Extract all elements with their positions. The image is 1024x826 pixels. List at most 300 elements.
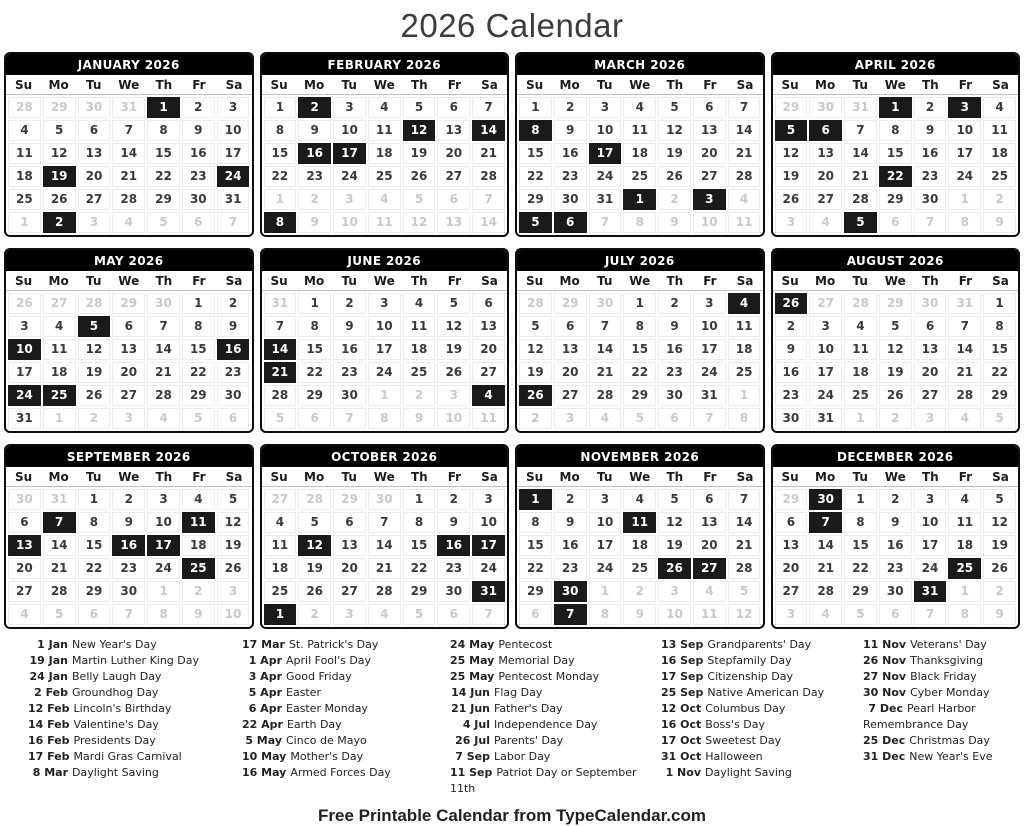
day-cell: 10 [809,339,842,360]
day-cell: 8 [147,120,180,141]
day-grid [6,291,252,431]
day-cell: 1 [844,489,877,510]
day-cell: 24 [589,558,622,579]
day-cell: 13 [8,535,41,556]
day-cell: 4 [623,489,656,510]
weekday-label: Fr [958,274,973,288]
day-cell: 18 [623,535,656,556]
day-cell: 2 [333,293,366,314]
day-cell: 23 [554,558,587,579]
day-cell: 29 [554,293,587,314]
day-cell: 25 [623,558,656,579]
day-cell: 4 [403,293,436,314]
day-cell: 17 [948,143,981,164]
day-cell: 30 [368,489,401,510]
holiday-name: Boss's Day [705,718,765,731]
day-cell: 1 [78,489,111,510]
holiday-name: Armed Forces Day [290,766,391,779]
day-cell: 27 [43,293,76,314]
holiday-item [863,749,1018,765]
weekday-label: Sa [481,274,498,288]
day-cell: 31 [809,408,842,429]
day-cell: 20 [914,362,947,383]
holiday-name: New Year's Day [72,638,157,651]
month-title: MARCH 2026 [517,54,763,75]
holiday-item [242,653,450,669]
day-cell: 22 [983,362,1016,383]
day-cell: 16 [112,535,145,556]
day-cell: 6 [554,316,587,337]
day-cell: 30 [8,489,41,510]
day-cell: 28 [43,581,76,602]
weekday-label: Mo [815,78,836,92]
holiday-date: 14 Feb [28,718,70,731]
holiday-date: 6 Apr [248,702,282,715]
weekday-label: Mo [48,78,69,92]
day-cell: 27 [693,166,726,187]
holiday-date: 16 Feb [28,734,70,747]
holiday-name: Good Friday [286,670,352,683]
day-cell: 16 [554,143,587,164]
day-cell: 13 [333,535,366,556]
weekday-label: We [884,470,906,484]
day-cell: 1 [519,97,552,118]
day-cell: 5 [403,189,436,210]
month-september-2026 [4,444,254,629]
day-cell: 26 [658,558,691,579]
weekday-label: We [884,78,906,92]
weekday-label: Sa [225,470,243,484]
day-cell: 7 [472,604,505,625]
day-cell: 4 [368,604,401,625]
day-cell: 9 [333,316,366,337]
day-cell: 21 [728,143,761,164]
day-cell: 26 [437,362,470,383]
day-cell: 26 [983,558,1016,579]
holiday-item [242,733,450,749]
month-title: AUGUST 2026 [773,250,1019,271]
day-cell: 6 [182,212,215,233]
day-cell: 6 [693,489,726,510]
day-cell: 10 [658,604,691,625]
holiday-name: Earth Day [286,718,342,731]
holiday-date: 25 Sep [661,686,704,699]
day-cell: 6 [217,408,250,429]
day-cell: 9 [298,120,331,141]
day-cell: 26 [775,293,808,314]
day-cell: 26 [298,581,331,602]
day-cell: 27 [472,362,505,383]
holiday-item [450,765,661,797]
weekday-row [6,75,252,95]
day-cell: 28 [844,189,877,210]
day-cell: 2 [43,212,76,233]
day-cell: 17 [217,143,250,164]
day-cell: 24 [809,385,842,406]
holiday-item [242,685,450,701]
day-cell: 3 [914,408,947,429]
day-cell: 10 [589,120,622,141]
day-cell: 29 [333,489,366,510]
day-cell: 7 [43,512,76,533]
day-cell: 21 [147,362,180,383]
day-grid [773,95,1019,235]
day-cell: 10 [693,316,726,337]
day-cell: 20 [693,535,726,556]
day-cell: 29 [775,97,808,118]
weekday-label: We [373,470,395,484]
day-cell: 12 [519,339,552,360]
holiday-name: Belly Laugh Day [72,670,162,683]
day-cell: 28 [298,489,331,510]
day-cell: 13 [472,316,505,337]
day-cell: 3 [775,212,808,233]
day-cell: 14 [844,143,877,164]
day-cell: 22 [623,362,656,383]
day-cell: 9 [554,120,587,141]
day-cell: 23 [879,558,912,579]
day-cell: 16 [298,143,331,164]
holiday-item [863,733,1018,749]
weekday-label: Mo [815,274,836,288]
weekday-label: Mo [815,470,836,484]
day-cell: 29 [112,293,145,314]
day-cell: 3 [554,408,587,429]
day-cell: 30 [437,581,470,602]
day-cell: 9 [775,339,808,360]
day-cell: 7 [589,316,622,337]
holiday-date: 7 Sep [455,750,490,763]
day-cell: 30 [879,581,912,602]
day-cell: 5 [844,212,877,233]
day-cell: 6 [554,212,587,233]
day-cell: 4 [948,408,981,429]
day-cell: 31 [914,581,947,602]
day-cell: 11 [623,512,656,533]
weekday-label: Fr [958,470,973,484]
day-cell: 6 [914,316,947,337]
day-cell: 4 [983,97,1016,118]
day-cell: 21 [844,166,877,187]
day-cell: 23 [182,166,215,187]
day-cell: 15 [147,143,180,164]
day-cell: 30 [182,189,215,210]
day-cell: 19 [983,535,1016,556]
day-cell: 14 [147,339,180,360]
weekday-label: Fr [703,78,717,92]
holiday-item [28,685,242,701]
weekday-row [517,75,763,95]
day-cell: 5 [43,120,76,141]
day-cell: 1 [948,189,981,210]
weekday-label: Mo [559,274,580,288]
day-cell: 4 [589,408,622,429]
day-cell: 26 [43,189,76,210]
day-cell: 9 [217,316,250,337]
day-cell: 21 [948,362,981,383]
day-cell: 21 [43,558,76,579]
holiday-item [661,765,863,781]
weekday-label: Su [525,470,544,484]
day-cell: 5 [658,97,691,118]
day-cell: 12 [658,120,691,141]
day-cell: 14 [728,512,761,533]
day-cell: 2 [983,581,1016,602]
day-cell: 7 [368,512,401,533]
day-cell: 23 [914,166,947,187]
day-cell: 25 [8,189,41,210]
day-cell: 27 [809,293,842,314]
day-cell: 31 [693,385,726,406]
day-cell: 28 [264,385,297,406]
holiday-name: Father's Day [494,702,563,715]
day-cell: 16 [182,143,215,164]
day-cell: 25 [403,362,436,383]
holiday-name: Easter Monday [286,702,368,715]
weekday-label: Tu [852,274,868,288]
day-cell: 3 [693,293,726,314]
day-cell: 25 [623,166,656,187]
day-cell: 19 [658,535,691,556]
day-cell: 25 [983,166,1016,187]
day-cell: 3 [147,489,180,510]
day-cell: 28 [472,166,505,187]
day-cell: 16 [554,535,587,556]
day-cell: 8 [948,604,981,625]
day-cell: 20 [78,166,111,187]
day-cell: 29 [879,189,912,210]
day-cell: 2 [554,489,587,510]
weekday-label: Mo [559,470,580,484]
day-cell: 6 [775,512,808,533]
holiday-item [28,733,242,749]
holiday-name: Columbus Day [705,702,786,715]
day-cell: 20 [693,143,726,164]
day-cell: 29 [43,97,76,118]
holiday-item [661,669,863,685]
day-cell: 22 [519,166,552,187]
holiday-date: 8 Mar [32,766,68,779]
day-cell: 1 [43,408,76,429]
day-cell: 27 [554,385,587,406]
day-cell: 28 [112,189,145,210]
holiday-item [242,701,450,717]
months-grid [0,52,1024,629]
day-cell: 6 [472,293,505,314]
weekday-label: Fr [192,274,206,288]
holiday-name: Lincoln's Birthday [73,702,172,715]
day-cell: 15 [879,143,912,164]
day-cell: 6 [879,604,912,625]
holiday-name: St. Patrick's Day [288,638,379,651]
day-cell: 15 [78,535,111,556]
day-cell: 17 [368,339,401,360]
month-april-2026 [771,52,1021,237]
day-cell: 11 [844,339,877,360]
holiday-item [28,701,242,717]
day-cell: 7 [112,604,145,625]
day-grid [773,291,1019,431]
day-cell: 13 [554,339,587,360]
day-cell: 11 [983,120,1016,141]
day-cell: 29 [775,489,808,510]
day-cell: 8 [623,316,656,337]
day-cell: 19 [217,535,250,556]
day-cell: 20 [554,362,587,383]
day-grid [773,487,1019,627]
weekday-label: Th [921,470,939,484]
day-cell: 6 [519,604,552,625]
month-july-2026 [515,248,765,433]
day-cell: 30 [914,293,947,314]
day-cell: 16 [333,339,366,360]
day-cell: 8 [983,316,1016,337]
day-cell: 1 [8,212,41,233]
holiday-name: Mother's Day [290,750,364,763]
holiday-date: 1 Jan [37,638,68,651]
holiday-date: 27 Nov [863,670,907,683]
holiday-item [450,653,661,669]
holiday-name: Easter [286,686,322,699]
day-cell: 22 [264,166,297,187]
holiday-date: 25 May [450,670,495,683]
day-cell: 18 [182,535,215,556]
day-cell: 19 [43,166,76,187]
day-cell: 18 [728,339,761,360]
holiday-date: 12 Oct [661,702,702,715]
day-cell: 15 [519,535,552,556]
day-cell: 27 [437,166,470,187]
weekday-label: Tu [341,470,357,484]
day-cell: 25 [264,581,297,602]
day-cell: 13 [437,120,470,141]
day-cell: 24 [693,362,726,383]
day-cell: 5 [728,581,761,602]
month-june-2026 [260,248,510,433]
day-cell: 30 [78,97,111,118]
holiday-name: Cyber Monday [910,686,990,699]
day-cell: 27 [112,385,145,406]
day-cell: 2 [298,97,331,118]
holiday-item [661,653,863,669]
day-cell: 1 [147,581,180,602]
day-cell: 5 [147,212,180,233]
day-cell: 1 [182,293,215,314]
day-cell: 24 [8,385,41,406]
day-cell: 12 [217,512,250,533]
day-cell: 7 [693,408,726,429]
day-cell: 30 [333,385,366,406]
holiday-name: Pearl Harbor Remembrance Day [863,702,976,731]
day-cell: 8 [948,212,981,233]
day-cell: 6 [78,120,111,141]
day-cell: 4 [809,212,842,233]
day-cell: 11 [403,316,436,337]
weekday-label: Tu [596,274,613,288]
day-cell: 20 [8,558,41,579]
day-cell: 24 [368,362,401,383]
holiday-column [28,637,242,797]
holiday-name: Thanksgiving [910,654,984,667]
day-cell: 29 [519,189,552,210]
day-cell: 11 [472,408,505,429]
weekday-row [517,271,763,291]
day-cell: 5 [983,489,1016,510]
day-cell: 30 [658,385,691,406]
holiday-item [450,733,661,749]
day-cell: 23 [298,166,331,187]
day-cell: 19 [403,143,436,164]
weekday-label: Mo [304,470,325,484]
weekday-label: We [629,470,651,484]
day-cell: 30 [914,189,947,210]
weekday-row [773,271,1019,291]
holiday-date: 7 Dec [868,702,903,715]
day-cell: 11 [368,212,401,233]
day-cell: 26 [217,558,250,579]
day-cell: 19 [298,558,331,579]
day-cell: 19 [437,339,470,360]
day-cell: 28 [589,385,622,406]
weekday-label: Fr [192,78,206,92]
day-cell: 3 [217,581,250,602]
weekday-label: We [118,274,140,288]
day-cell: 29 [519,581,552,602]
day-cell: 6 [879,212,912,233]
day-cell: 26 [78,385,111,406]
day-cell: 29 [623,385,656,406]
day-cell: 3 [8,316,41,337]
day-cell: 29 [78,581,111,602]
weekday-label: Su [781,78,799,92]
day-cell: 8 [264,120,297,141]
day-cell: 30 [147,293,180,314]
day-cell: 14 [112,143,145,164]
day-cell: 28 [368,581,401,602]
day-cell: 25 [844,385,877,406]
month-october-2026 [260,444,510,629]
day-cell: 10 [333,120,366,141]
weekday-label: Su [14,78,33,92]
day-cell: 13 [693,512,726,533]
day-cell: 26 [8,293,41,314]
day-cell: 4 [368,97,401,118]
day-cell: 23 [658,362,691,383]
day-cell: 2 [403,385,436,406]
day-cell: 22 [844,558,877,579]
day-cell: 5 [775,120,808,141]
holiday-date: 31 Oct [661,750,702,763]
weekday-label: Sa [992,274,1009,288]
day-grid [262,291,508,431]
day-cell: 6 [78,604,111,625]
day-cell: 3 [333,97,366,118]
day-cell: 24 [333,166,366,187]
weekday-label: Tu [85,470,102,484]
day-cell: 30 [809,97,842,118]
holiday-date: 11 Sep [450,766,493,779]
day-cell: 9 [112,512,145,533]
weekday-label: Sa [992,78,1009,92]
day-cell: 9 [983,604,1016,625]
day-cell: 7 [472,97,505,118]
day-cell: 1 [519,489,552,510]
day-cell: 27 [264,489,297,510]
day-cell: 10 [217,120,250,141]
weekday-label: Th [410,470,428,484]
day-cell: 20 [775,558,808,579]
day-cell: 2 [554,97,587,118]
